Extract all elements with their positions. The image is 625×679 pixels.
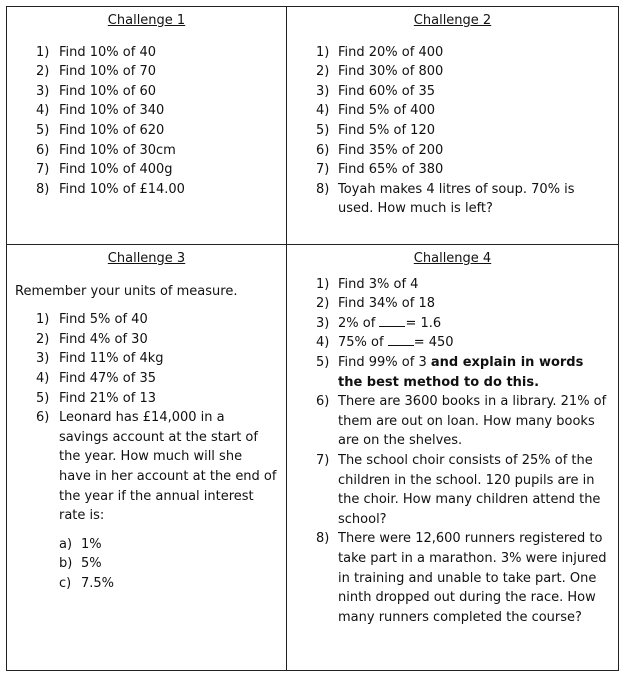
item-text [338,314,618,334]
item-text: Find 11% of 4kg [59,351,164,367]
item-number: 8) [36,181,50,197]
list-item [287,275,618,295]
item-text-plain: Find 99% of 3 [338,354,427,370]
item-text: Leonard has £14,000 in a savings account at the start of the year. How much will she have in her account at the end of the year if the annual interest rate is: [59,410,277,524]
item-text: There are 3600 books in a library. 21% of them are out on loan. How many books are on the shelves. [338,394,607,449]
item-number: 5) [36,122,50,138]
item-number: 7) [316,162,330,178]
item-text-post: = 450 [413,335,454,351]
item-text: Find 10% of 400g [59,162,173,178]
item-number: 3) [36,351,50,367]
item-number: 5) [36,390,50,406]
list-item [287,141,618,161]
item-text-pre: 75% of [338,335,384,351]
item-text [338,353,618,392]
item-number: 5) [316,354,330,370]
challenge-2-cell [287,7,618,244]
list-item [287,121,618,141]
interest-rate-list [59,535,278,594]
challenge-3-title: Challenge 3 [107,251,186,266]
sub-item-text: 1% [81,536,102,552]
list-item [287,180,618,219]
challenge-2-list [287,43,618,219]
sub-list-item [59,574,278,594]
item-number: 3) [316,315,330,331]
list-item [7,408,286,593]
list-item [7,121,286,141]
item-number: 7) [316,452,330,468]
list-item [287,529,618,627]
item-number: 4) [316,335,330,351]
list-item [287,43,618,63]
challenge-1-list [7,43,286,200]
item-text: Find 21% of 13 [59,390,156,406]
list-item [7,62,286,82]
list-item [287,160,618,180]
list-item [287,294,618,314]
item-number: 6) [316,394,330,410]
list-item [7,310,286,330]
list-item [287,101,618,121]
item-text: Find 10% of £14.00 [59,181,185,197]
challenge-4-title: Challenge 4 [413,251,492,266]
item-number: 3) [316,83,330,99]
challenge-3-list [7,310,286,593]
item-number: 2) [36,64,50,80]
item-text: Find 4% of 30 [59,331,148,347]
challenge-3-intro: Remember your units of measure. [15,283,238,299]
challenge-4-cell [287,245,618,670]
list-item [287,392,618,451]
item-text: Find 47% of 35 [59,370,156,386]
list-item [287,82,618,102]
challenge-grid [6,6,619,671]
list-item [7,43,286,63]
list-item [287,314,618,334]
item-number: 6) [316,142,330,158]
item-number: 6) [36,410,50,426]
item-text: Find 35% of 200 [338,142,444,158]
challenge-1-title: Challenge 1 [107,13,186,28]
item-text-post: = 1.6 [405,315,442,331]
item-number: 4) [36,370,50,386]
list-item [287,62,618,82]
item-number: 2) [316,64,330,80]
list-item [7,160,286,180]
item-text: Find 10% of 620 [59,122,165,138]
item-text: Find 10% of 40 [59,44,156,60]
list-item [287,451,618,529]
item-number: 1) [36,312,50,328]
item-number: 8) [316,181,330,197]
list-item [7,101,286,121]
list-item [287,353,618,392]
item-number: 1) [316,276,330,292]
item-number: 2) [316,296,330,312]
challenge-2-title: Challenge 2 [413,13,492,28]
sub-list-item [59,554,278,574]
answer-blank [379,314,405,327]
item-text: Find 10% of 70 [59,64,156,80]
item-text [338,333,618,353]
sub-item-text: 5% [81,556,102,572]
item-text: Find 5% of 400 [338,103,435,119]
item-text: Find 10% of 30cm [59,142,176,158]
item-number: 1) [36,44,50,60]
item-text: Find 3% of 4 [338,276,419,292]
item-text: Find 65% of 380 [338,162,444,178]
item-text-bold: and explain in words the best method to do this. [338,354,584,390]
item-text: There were 12,600 runners registered to take part in a marathon. 3% were injured in training and unable to take part. One ninth dropped out during the race. How many runners completed the course? [338,531,607,625]
sub-item-letter: a) [59,536,73,552]
answer-blank [388,333,414,346]
item-number: 2) [36,331,50,347]
item-text: Find 60% of 35 [338,83,435,99]
item-number: 3) [36,83,50,99]
sub-item-letter: b) [59,556,73,572]
list-item [7,369,286,389]
item-text: Find 10% of 60 [59,83,156,99]
sub-list-item [59,535,278,555]
item-number: 5) [316,122,330,138]
sub-item-text: 7.5% [81,575,115,591]
list-item [7,141,286,161]
item-number: 8) [316,531,330,547]
list-item [7,330,286,350]
item-text: Find 20% of 400 [338,44,444,60]
item-number: 1) [316,44,330,60]
item-number: 4) [316,103,330,119]
list-item [7,82,286,102]
item-text-block [59,408,286,593]
list-item [287,333,618,353]
item-number: 7) [36,162,50,178]
item-text: Find 34% of 18 [338,296,435,312]
list-item [7,180,286,200]
item-text-pre: 2% of [338,315,376,331]
challenge-3-cell [7,245,286,670]
item-text: Find 10% of 340 [59,103,165,119]
item-text: Find 5% of 40 [59,312,148,328]
item-text: Find 30% of 800 [338,64,444,80]
item-text: Toyah makes 4 litres of soup. 70% is used. How much is left? [338,181,575,217]
challenge-4-list [287,275,618,628]
item-text: The school choir consists of 25% of the children in the school. 120 pupils are in the choir. How many children attend the school? [338,452,601,527]
list-item [7,389,286,409]
item-number: 6) [36,142,50,158]
item-number: 4) [36,103,50,119]
item-text: Find 5% of 120 [338,122,435,138]
sub-item-letter: c) [59,575,72,591]
challenge-1-cell [7,7,286,244]
list-item [7,349,286,369]
